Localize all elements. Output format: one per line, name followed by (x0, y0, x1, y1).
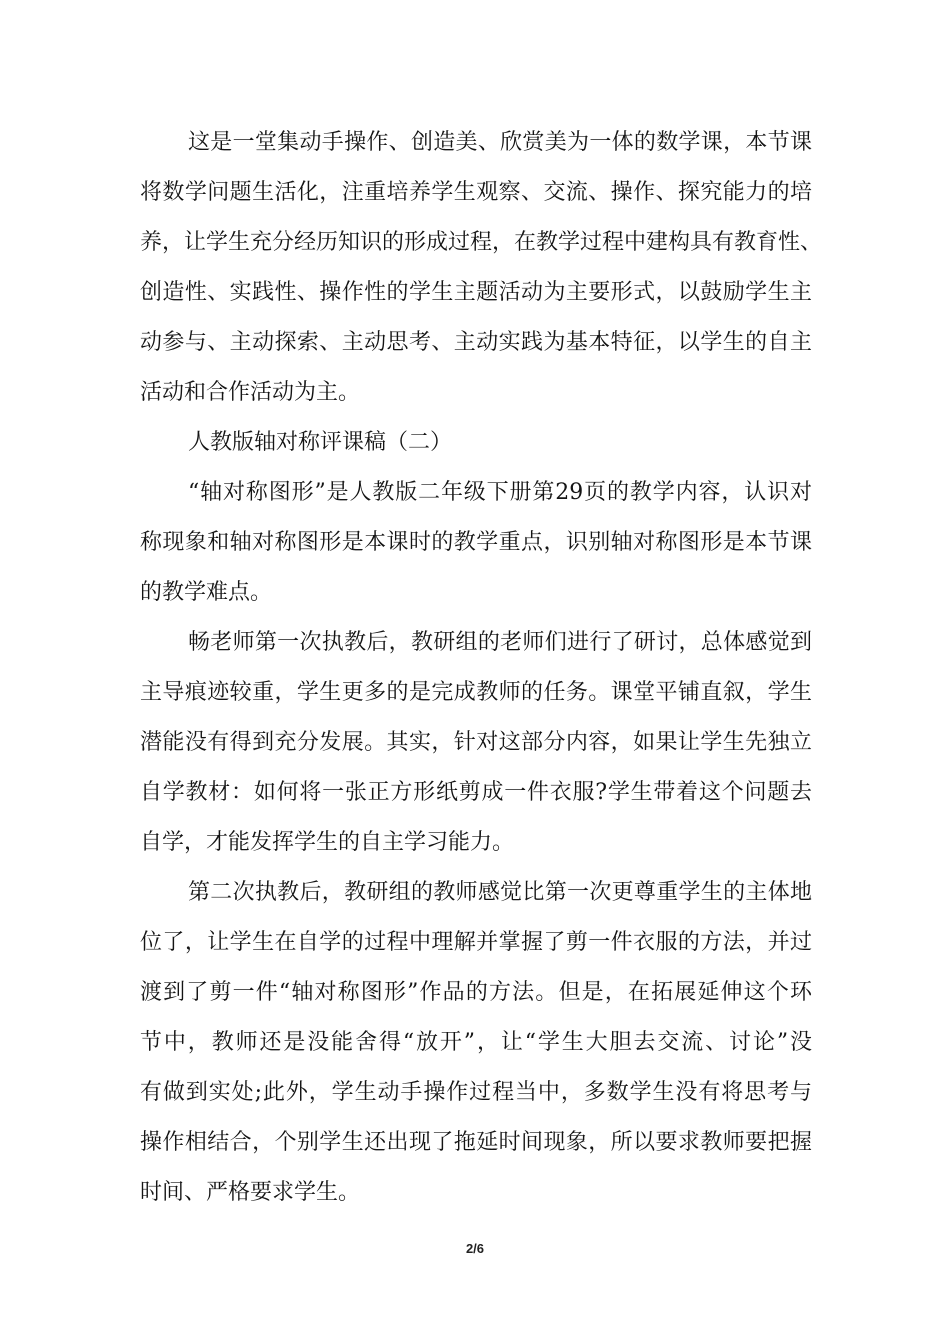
text-line: 有做到实处;此外，学生动手操作过程当中，多数学生没有将思考与 (140, 1080, 812, 1105)
text-line: 节中，教师还是没能舍得“放开”，让“学生大胆去交流、讨论”没 (140, 1030, 812, 1055)
paragraph-first-lesson (140, 618, 812, 868)
text-line: 自学教材：如何将一张正方形纸剪成一件衣服?学生带着这个问题去 (140, 780, 812, 805)
text-line: 创造性、实践性、操作性的学生主题活动为主要形式，以鼓励学生主 (140, 280, 812, 305)
section-heading (140, 418, 812, 468)
text-line: 自学，才能发挥学生的自主学习能力。 (140, 830, 515, 855)
text-line: 潜能没有得到充分发展。其实，针对这部分内容，如果让学生先独立 (140, 730, 812, 755)
text-line: 渡到了剪一件“轴对称图形”作品的方法。但是，在拓展延伸这个环 (140, 980, 812, 1005)
text-line: 将数学问题生活化，注重培养学生观察、交流、操作、探究能力的培 (140, 180, 812, 205)
text-line: 第二次执教后，教研组的教师感觉比第一次更尊重学生的主体地 (188, 880, 812, 905)
text-line: 动参与、主动探索、主动思考、主动实践为基本特征，以学生的自主 (140, 330, 812, 355)
heading-line: 人教版轴对称评课稿（二） (188, 430, 453, 455)
text-line: 称现象和轴对称图形是本课时的教学重点，识别轴对称图形是本节课 (140, 530, 812, 555)
text-line: 养，让学生充分经历知识的形成过程，在教学过程中建构具有教育性、 (140, 230, 823, 255)
text-line: 这是一堂集动手操作、创造美、欣赏美为一体的数学课，本节课 (188, 130, 812, 155)
text-line: 的教学难点。 (140, 580, 273, 605)
text-line: 活动和合作活动为主。 (140, 380, 361, 405)
text-line: 时间、严格要求学生。 (140, 1180, 361, 1205)
text-line: “轴对称图形”是人教版二年级下册第29页的教学内容，认识对 (188, 480, 812, 505)
text-line: 位了，让学生在自学的过程中理解并掌握了剪一件衣服的方法，并过 (140, 930, 812, 955)
page-number: 2/6 (465, 1241, 485, 1256)
paragraph-lesson-summary (140, 118, 823, 418)
paragraph-second-lesson (140, 868, 812, 1218)
text-line: 畅老师第一次执教后，教研组的老师们进行了研讨，总体感觉到 (188, 630, 812, 655)
document-body (140, 118, 823, 1218)
text-line: 主导痕迹较重，学生更多的是完成教师的任务。课堂平铺直叙，学生 (140, 680, 812, 705)
text-line: 操作相结合，个别学生还出现了拖延时间现象，所以要求教师要把握 (140, 1130, 812, 1155)
paragraph-teaching-content (140, 468, 812, 618)
